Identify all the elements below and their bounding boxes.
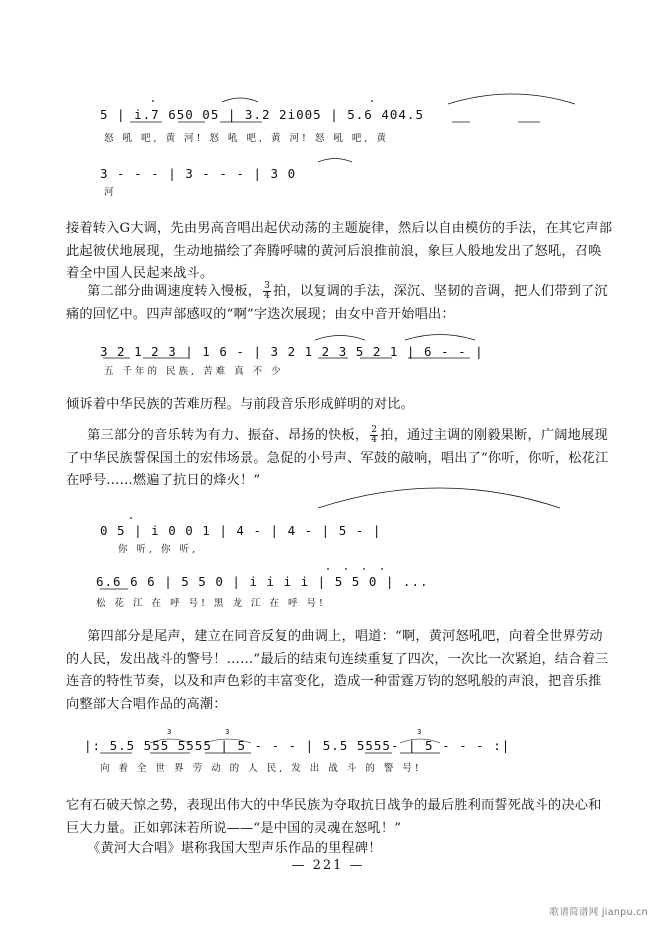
- time-signature-bottom: 4: [371, 435, 378, 445]
- slur-mark: [222, 98, 258, 102]
- octave-dot: [363, 568, 365, 570]
- score-line-4-lyrics: 你 听, 你 听,: [118, 544, 199, 555]
- triplet-numeral: 3: [225, 728, 230, 736]
- score-line-3-notes: 3 2 1 2 3 | 1 6 - | 3 2 1 2 3 5 2 1 | 6 - - |: [100, 344, 484, 359]
- score-line-6-notes: |: 5.5 555 5555 | 5 - - - | 5.5 5555- | 5 - - - :|: [84, 738, 511, 753]
- time-signature-top: 2: [371, 425, 378, 435]
- paragraph-second-part-rest: 拍，以复调的手法，深沉、坚韧的音调，把人们带到了沉痛的回忆中。四声部感叹的“啊”字迭次展现；由女中音开始唱出：: [66, 284, 608, 322]
- score-line-2-lyrics: 河: [104, 187, 117, 198]
- paragraph-second-part-lead: 第二部分曲调速度转入慢板，: [87, 284, 262, 299]
- score-line-4-notes: 0 5 | i 0 0 1 | 4 - | 4 - | 5 - |: [100, 523, 382, 538]
- score-line-5-notes: 6.6 6 6 | 5 5 0 | i i i i | 5 5 0 | ...: [96, 574, 429, 589]
- paragraph-contrast: 倾诉着中华民族的苦难历程。与前段音乐形成鲜明的对比。: [66, 397, 415, 412]
- paragraph-milestone: 《黄河大合唱》堪称我国大型声乐作品的里程碑！: [87, 841, 382, 856]
- paragraph-third-part-rest: 拍，通过主调的刚毅果断，广阔地展现了中华民族誓保国土的宏伟场景。急促的小号声、军鼓的敲响，唱出了“你听，你听，松花江在呼号……燃遍了抗日的烽火！”: [66, 428, 609, 488]
- octave-dot: [152, 100, 154, 102]
- slur-mark: [318, 159, 352, 163]
- octave-dot: [345, 568, 347, 570]
- octave-dot: [381, 568, 383, 570]
- slur-mark: [405, 335, 475, 341]
- octave-dot: [130, 517, 132, 519]
- triplet-numeral: 3: [417, 728, 422, 736]
- score-line-5-lyrics: 松 花 江 在 呼 号! 黑 龙 江 在 呼 号!: [96, 598, 326, 609]
- watermark: 歌谱简谱网 jianpu.cn: [549, 907, 648, 918]
- slur-mark: [315, 336, 365, 341]
- paragraph-conclusion: 它有石破天惊之势，表现出伟大的中华民族为夺取抗日战争的最后胜利而誓死战斗的决心和巨大力量。正如郭沫若所说——“是中国的灵魂在怒吼！”: [66, 798, 602, 836]
- page-number: — 221 —: [291, 858, 365, 873]
- paragraph-fourth-part: 第四部分是尾声，建立在同音反复的曲调上，唱道：“啊，黄河怒吼吧，向着全世界劳动的人民，发出战斗的警号！……”最后的结束句连续重复了四次，一次比一次紧迫，结合着三连音的特性节奏，以及和声色彩的丰富变化，造成一种雷霆万钧的怒吼般的声浪，把音乐推向整部大合唱作品的高潮：: [66, 629, 609, 712]
- score-line-1-lyrics: 怒 吼 吧, 黄 河! 怒 吼 吧, 黄 河! 怒 吼 吧, 黄: [104, 133, 389, 144]
- time-signature-two-four: [370, 426, 378, 445]
- score-line-6-lyrics: 向 着 全 世 界 劳 动 的 人 民, 发 出 战 斗 的 警 号!: [100, 763, 422, 774]
- time-signature-bottom: 4: [264, 291, 271, 301]
- octave-dot: [371, 100, 373, 102]
- score-line-2-notes: 3 - - - | 3 - - - | 3 0: [100, 166, 297, 181]
- time-signature-three-four: [263, 282, 271, 301]
- paragraph-third-part-lead: 第三部分的音乐转为有力、振奋、昂扬的快板，: [87, 428, 369, 443]
- paragraph-theme: 接着转入G大调，先由男高音唱出起伏动荡的主题旋律，然后以自由模仿的手法，在其它声部此起彼伏地展现，生动地描绘了奔腾呼啸的黄河后浪推前浪，象巨人般地发出了怒吼，召唤着全中国人民起来战斗。: [66, 221, 613, 281]
- slur-mark: [448, 94, 575, 104]
- paragraph-third-part: [66, 425, 614, 493]
- score-line-1-notes: 5 | i.7 650 05 | 3.2 2i005 | 5.6 404.5: [100, 107, 424, 122]
- paragraph-second-part: [66, 281, 614, 326]
- time-signature-top: 3: [264, 281, 271, 291]
- triplet-numeral: 3: [167, 728, 172, 736]
- octave-dot: [327, 568, 329, 570]
- score-line-3-lyrics: 五 千年的 民族, 苦难 真 不 少: [104, 366, 284, 377]
